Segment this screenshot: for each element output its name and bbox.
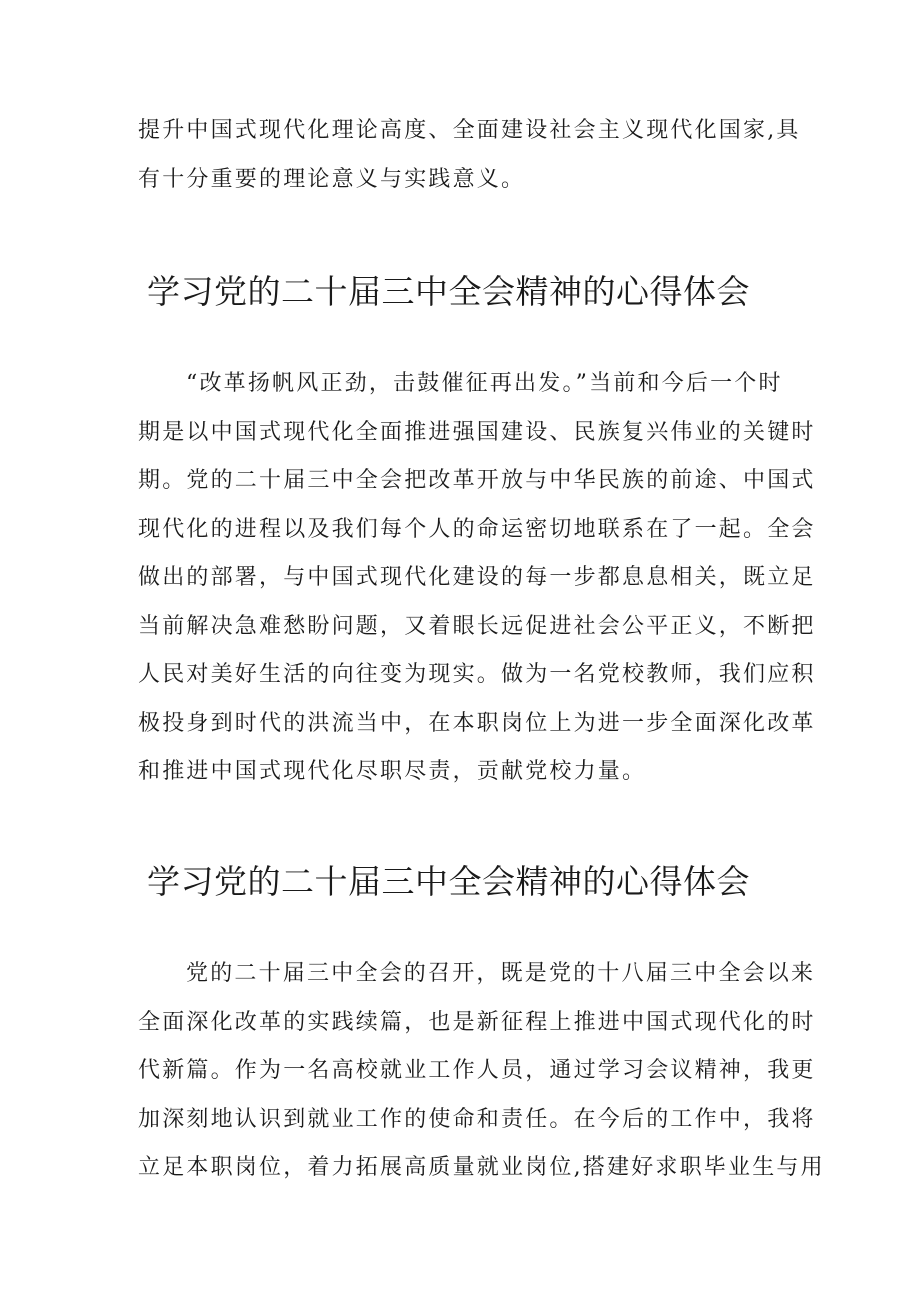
paragraph-line: 全面深化改革的实践续篇，也是新征程上推进中国式现代化的时 bbox=[138, 1009, 816, 1035]
paragraph-line: 和推进中国式现代化尽职尽责，贡献党校力量。 bbox=[138, 759, 647, 784]
paragraph-line: 现代化的进程以及我们每个人的命运密切地联系在了一起。全会 bbox=[138, 516, 816, 542]
paragraph-line: 党的二十届三中全会的召开，既是党的十八届三中全会以来 bbox=[186, 961, 816, 986]
paragraph-line: 提升中国式现代化理论高度、全面建设社会主义现代化国家,具 bbox=[138, 118, 801, 143]
paragraph-line: 代新篇。作为一名高校就业工作人员，通过学习会议精神，我更 bbox=[138, 1058, 816, 1083]
section-paragraph bbox=[138, 950, 825, 1193]
paragraph-line: 极投身到时代的洪流当中，在本职岗位上为进一步全面深化改革 bbox=[138, 710, 816, 736]
section-paragraph bbox=[138, 360, 816, 797]
paragraph-line: 加深刻地认识到就业工作的使命和责任。在今后的工作中，我将 bbox=[138, 1106, 816, 1132]
paragraph-line: 立足本职岗位，着力拓展高质量就业岗位,搭建好求职毕业生与用 bbox=[138, 1155, 825, 1180]
section-heading: 学习党的二十届三中全会精神的心得体会 bbox=[147, 862, 750, 901]
paragraph-line: 当前解决急难愁盼问题，又着眼长远促进社会公平正义，不断把 bbox=[138, 613, 816, 639]
paragraph-line: 期。党的二十届三中全会把改革开放与中华民族的前途、中国式 bbox=[138, 468, 816, 493]
intro-paragraph bbox=[138, 107, 801, 204]
paragraph-line: 人民对美好生活的向往变为现实。做为一名党校教师，我们应积 bbox=[138, 662, 816, 687]
paragraph-line: 做出的部署，与中国式现代化建设的每一步都息息相关，既立足 bbox=[138, 565, 816, 590]
paragraph-line: 有十分重要的理论意义与实践意义。 bbox=[138, 166, 526, 192]
paragraph-line: “改革扬帆风正劲，击鼓催征再出发。”当前和今后一个时 bbox=[186, 371, 783, 396]
paragraph-line: 期是以中国式现代化全面推进强国建设、民族复兴伟业的关键时 bbox=[138, 419, 816, 445]
section-heading: 学习党的二十届三中全会精神的心得体会 bbox=[147, 272, 750, 311]
